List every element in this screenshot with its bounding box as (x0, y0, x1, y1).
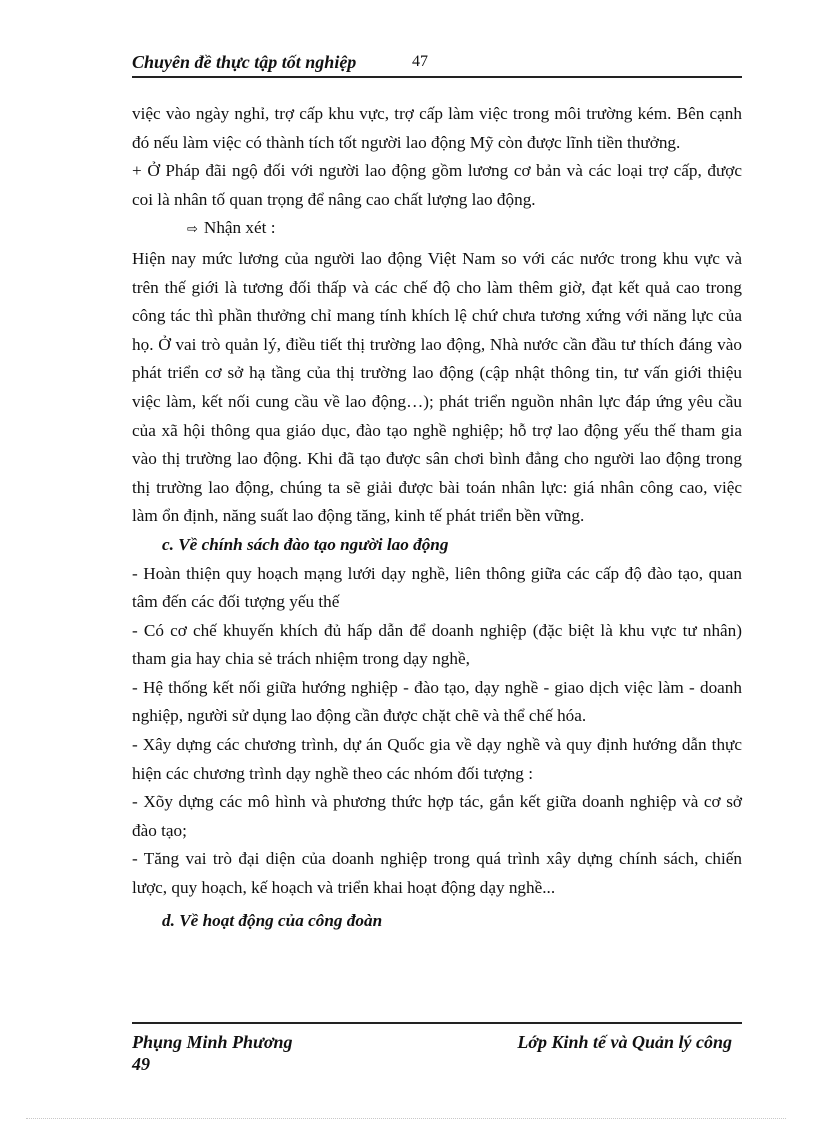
list-item: - Hoàn thiện quy hoạch mạng lưới dạy nghề, liên thông giữa các cấp độ đào tạo, quan tâm đến các đối tượng yếu thế (132, 563, 742, 612)
footer-class-name: Lớp Kinh tế và Quản lý công (517, 1032, 732, 1052)
list-item: - Hệ thống kết nối giữa hướng nghiệp - đào tạo, dạy nghề - giao dịch việc làm - doanh nghiệp, người sử dụng lao động cần được chặt chẽ và thể chế hóa. (132, 677, 742, 726)
section-heading: c. Về chính sách đào tạo người lao động (162, 534, 449, 554)
page-edge-divider (26, 1118, 786, 1119)
page-header (132, 52, 742, 78)
section-heading: d. Về hoạt động của công đoàn (162, 910, 383, 930)
header-page-number: 47 (412, 53, 428, 70)
paragraph: Hiện nay mức lương của người lao động Việt Nam so với các nước trong khu vực và trên thế giới là tương đối thấp và các chế độ cho làm thêm giờ, đạt kết quả cao trong công tác thì phần thưởng chỉ mang tính khích lệ chứ chưa tương xứng với năng lực của họ. Ở vai trò quản lý, điều tiết thị trường lao động, Nhà nước cần đầu tư thích đáng vào phát triển cơ sở hạ tầng của thị trường lao động (cập nhật thông tin, tư vấn giới thiệu việc làm, kết nối cung cầu về lao động…); phát triển nguồn nhân lực đáp ứng yêu cầu của xã hội thông qua giáo dục, đào tạo nghề nghiệp; hỗ trợ lao động yếu thế tham gia vào thị trường lao động. Khi đã tạo được sân chơi bình đẳng cho người lao động trong thị trường lao động, chúng ta sẽ giải được bài toán nhân lực: giá nhân công cao, việc làm ổn định, năng suất lao động tăng, kinh tế phát triển bền vững. (132, 248, 742, 526)
list-item: - Tăng vai trò đại diện của doanh nghiệp trong quá trình xây dựng chính sách, chiến lược, quy hoạch, kế hoạch và triển khai hoạt động dạy nghề... (132, 849, 742, 898)
footer-author: Phụng Minh Phương (132, 1032, 293, 1052)
list-item: - Có cơ chế khuyến khích đủ hấp dẫn để doanh nghiệp (đặc biệt là khu vực tư nhân) tham gia hay chia sẻ trách nhiệm trong dạy nghề, (132, 620, 742, 669)
arrow-right-icon: ⇨ (187, 222, 198, 238)
document-body (132, 100, 742, 935)
list-item: - Xây dựng các chương trình, dự án Quốc gia về dạy nghề và quy định hướng dẫn thực hiện các chương trình dạy nghề theo các nhóm đối tượng : (132, 735, 742, 783)
list-item: - Xõy dựng các mô hình và phương thức hợp tác, gắn kết giữa doanh nghiệp và cơ sở đào tạo; (132, 792, 742, 840)
remark-label: Nhận xét : (203, 218, 276, 238)
footer-page-number: 49 (132, 1054, 150, 1074)
page-footer (132, 1022, 742, 1074)
paragraph: + Ở Pháp đãi ngộ đối với người lao động gồm lương cơ bản và các loại trợ cấp, được coi là nhân tố quan trọng để nâng cao chất lượng lao động. (132, 161, 742, 209)
paragraph: việc vào ngày nghỉ, trợ cấp khu vực, trợ cấp làm việc trong môi trường kém. Bên cạnh đó nếu làm việc có thành tích tốt người lao động Mỹ còn được lĩnh tiền thưởng. (132, 104, 742, 152)
remark-heading (132, 214, 742, 245)
header-title: Chuyên đề thực tập tốt nghiệp (132, 52, 357, 72)
